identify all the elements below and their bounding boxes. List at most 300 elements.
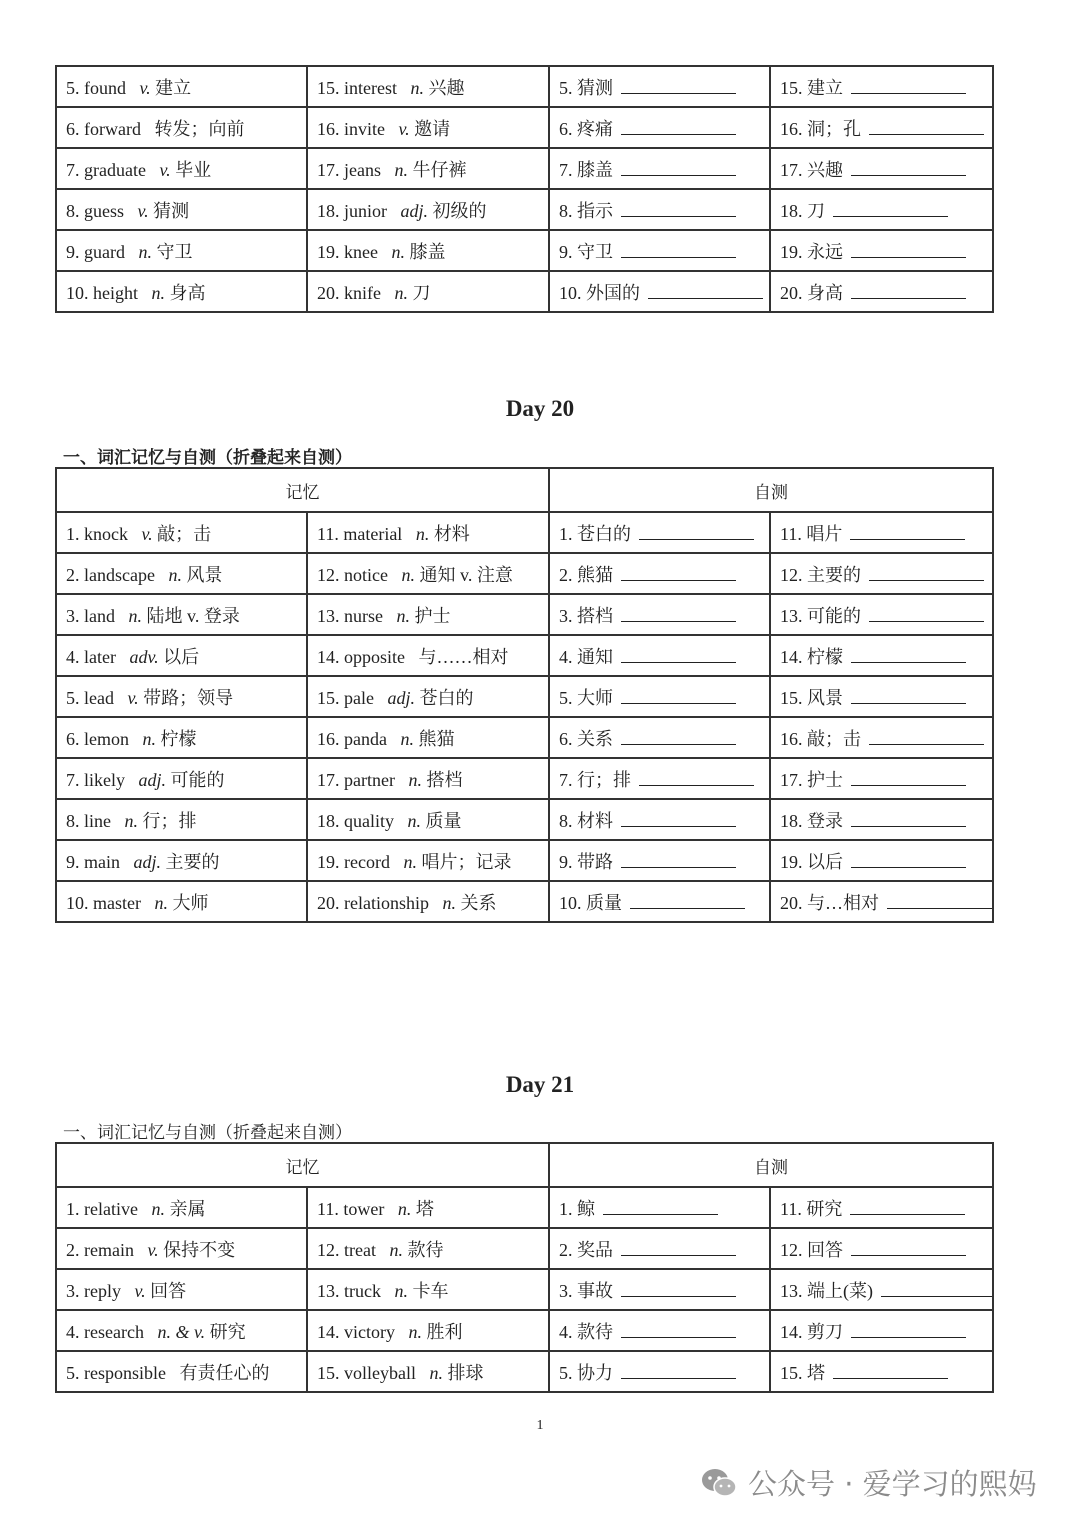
item-number: 16.: [780, 728, 803, 749]
item-number: 2.: [66, 1239, 80, 1260]
answer-blank: [621, 1280, 736, 1297]
english-word: graduate: [84, 159, 146, 180]
english-word: nurse: [344, 605, 383, 626]
self-test-cell: [549, 66, 770, 107]
answer-blank: [630, 892, 745, 909]
english-word: panda: [344, 728, 387, 749]
chinese-meaning: 守卫: [156, 241, 193, 262]
self-test-cell: [549, 189, 770, 230]
item-number: 1.: [66, 1198, 80, 1219]
day20-vocab-rows: [56, 512, 993, 922]
answer-blank: [851, 1239, 966, 1256]
memory-cell: [307, 594, 549, 635]
self-test-cell: [770, 553, 993, 594]
self-test-cell: [770, 1269, 993, 1310]
day20-section-title: 一、词汇记忆与自测（折叠起来自测）: [63, 448, 352, 468]
english-word: lead: [84, 687, 114, 708]
part-of-speech: n.: [151, 282, 165, 303]
day20-title: Day 20: [505, 396, 575, 421]
item-number: 20.: [317, 892, 340, 913]
item-number: 11.: [780, 523, 802, 544]
table-row: [56, 594, 993, 635]
table-row: [56, 512, 993, 553]
chinese-prompt: 护士: [807, 769, 843, 790]
item-number: 13.: [780, 605, 803, 626]
table-row: [56, 799, 993, 840]
item-number: 14.: [317, 1321, 340, 1342]
day21-section-title: 一、词汇记忆与自测（折叠起来自测）: [63, 1123, 352, 1143]
english-word: knee: [344, 241, 378, 262]
self-test-cell: [770, 1310, 993, 1351]
item-number: 18.: [780, 200, 803, 221]
memory-header: 记忆: [56, 1143, 549, 1187]
chinese-prompt: 登录: [807, 810, 843, 831]
self-test-cell: [770, 271, 993, 312]
english-word: reply: [84, 1280, 121, 1301]
item-number: 20.: [780, 282, 803, 303]
self-test-cell: [549, 717, 770, 758]
part-of-speech: adj.: [133, 851, 162, 872]
item-number: 3.: [66, 1280, 80, 1301]
answer-blank: [881, 1280, 993, 1297]
item-number: 5.: [559, 687, 573, 708]
item-number: 9.: [66, 851, 80, 872]
memory-header: 记忆: [56, 468, 549, 512]
answer-blank: [851, 769, 966, 786]
part-of-speech: n.: [415, 523, 430, 544]
item-number: 16.: [317, 728, 340, 749]
english-word: research: [84, 1321, 144, 1342]
part-of-speech: n.: [397, 1198, 412, 1219]
item-number: 15.: [317, 1362, 340, 1383]
answer-blank: [621, 1239, 736, 1256]
chinese-meaning: 行；排: [142, 810, 197, 831]
item-number: 14.: [780, 646, 803, 667]
self-test-cell: [549, 881, 770, 922]
memory-cell: [307, 635, 549, 676]
memory-cell: [56, 1351, 307, 1392]
answer-blank: [851, 851, 966, 868]
answer-blank: [621, 77, 736, 94]
item-number: 8.: [559, 810, 573, 831]
item-number: 6.: [559, 728, 573, 749]
chinese-meaning: 转发；向前: [154, 118, 245, 139]
part-of-speech: n. & v.: [157, 1321, 206, 1342]
item-number: 3.: [66, 605, 80, 626]
answer-blank: [851, 1321, 966, 1338]
item-number: 15.: [780, 77, 803, 98]
chinese-prompt: 永远: [807, 241, 843, 262]
part-of-speech: n.: [403, 851, 417, 872]
item-number: 8.: [66, 200, 80, 221]
item-number: 15.: [317, 687, 340, 708]
chinese-prompt: 主要的: [807, 564, 861, 585]
chinese-meaning: 款待: [407, 1239, 444, 1260]
self-test-cell: [770, 189, 993, 230]
part-of-speech: adj.: [400, 200, 429, 221]
table-row: [56, 1228, 993, 1269]
chinese-meaning: 牛仔裤: [412, 159, 467, 180]
english-word: master: [93, 892, 141, 913]
answer-blank: [869, 564, 984, 581]
chinese-meaning: 回答: [150, 1280, 187, 1301]
chinese-meaning: 苍白的: [419, 687, 474, 708]
page-number: 1: [536, 1418, 544, 1433]
item-number: 9.: [66, 241, 80, 262]
self-test-cell: [770, 799, 993, 840]
self-test-cell: [770, 1187, 993, 1228]
english-word: relative: [84, 1198, 138, 1219]
item-number: 5.: [559, 77, 573, 98]
part-of-speech: n.: [429, 1362, 443, 1383]
memory-cell: [56, 107, 307, 148]
memory-cell: [307, 1351, 549, 1392]
self-test-cell: [549, 840, 770, 881]
item-number: 18.: [317, 810, 340, 831]
part-of-speech: n.: [442, 892, 456, 913]
english-word: opposite: [344, 646, 405, 667]
answer-blank: [621, 200, 736, 217]
answer-blank: [851, 646, 966, 663]
part-of-speech: n.: [394, 159, 408, 180]
chinese-prompt: 与…相对: [807, 892, 879, 913]
table-row: [56, 1187, 993, 1228]
chinese-meaning: 胜利: [426, 1321, 463, 1342]
memory-cell: [307, 1187, 549, 1228]
memory-cell: [56, 717, 307, 758]
english-word: knife: [344, 282, 381, 303]
item-number: 7.: [559, 769, 573, 790]
memory-cell: [56, 1228, 307, 1269]
english-word: guess: [84, 200, 124, 221]
item-number: 11.: [317, 523, 339, 544]
day21-header-row: [56, 1143, 993, 1187]
chinese-meaning: 兴趣: [428, 77, 465, 98]
part-of-speech: adj.: [138, 769, 167, 790]
part-of-speech: n.: [154, 892, 168, 913]
answer-blank: [648, 282, 763, 299]
answer-blank: [621, 1321, 736, 1338]
item-number: 19.: [780, 851, 803, 872]
day20-header-row: [56, 468, 993, 512]
chinese-prompt: 身高: [807, 282, 843, 303]
memory-cell: [56, 553, 307, 594]
item-number: 4.: [66, 646, 80, 667]
part-of-speech: n.: [124, 810, 138, 831]
part-of-speech: n.: [168, 564, 182, 585]
self-test-cell: [770, 717, 993, 758]
english-word: land: [84, 605, 115, 626]
top-vocab-rows: [56, 66, 993, 312]
item-number: 1.: [66, 523, 80, 544]
item-number: 17.: [317, 159, 340, 180]
answer-blank: [621, 851, 736, 868]
self-test-cell: [770, 1228, 993, 1269]
chinese-prompt: 回答: [807, 1239, 843, 1260]
chinese-prompt: 唱片: [806, 523, 843, 544]
self-test-cell: [549, 107, 770, 148]
memory-cell: [56, 512, 307, 553]
chinese-meaning: 以后: [163, 646, 200, 667]
memory-cell: [307, 676, 549, 717]
self-test-cell: [770, 148, 993, 189]
chinese-prompt: 苍白的: [577, 523, 631, 544]
memory-cell: [307, 512, 549, 553]
item-number: 15.: [780, 687, 803, 708]
chinese-prompt: 指示: [577, 200, 613, 221]
self-test-cell: [770, 635, 993, 676]
self-test-cell: [770, 107, 993, 148]
part-of-speech: n.: [151, 1198, 165, 1219]
self-test-cell: [549, 635, 770, 676]
answer-blank: [851, 159, 966, 176]
chinese-meaning: 材料: [433, 523, 470, 544]
item-number: 2.: [66, 564, 80, 585]
watermark-text: 公众号 · 爱学习的熙妈: [748, 1467, 1037, 1501]
part-of-speech: n.: [410, 77, 424, 98]
item-number: 3.: [559, 1280, 573, 1301]
english-word: tower: [343, 1198, 385, 1219]
chinese-meaning: 搭档: [426, 769, 463, 790]
memory-cell: [307, 107, 549, 148]
item-number: 10.: [559, 282, 582, 303]
item-number: 12.: [780, 564, 803, 585]
item-number: 7.: [66, 159, 80, 180]
memory-cell: [307, 799, 549, 840]
part-of-speech: v.: [159, 159, 171, 180]
part-of-speech: n.: [400, 728, 414, 749]
self-test-cell: [770, 1351, 993, 1392]
top-vocab-table: [55, 65, 994, 313]
chinese-meaning: 敲；击: [157, 523, 212, 544]
answer-blank: [621, 1362, 736, 1379]
chinese-prompt: 带路: [577, 851, 613, 872]
self-test-cell: [549, 1187, 770, 1228]
item-number: 15.: [780, 1362, 803, 1383]
chinese-prompt: 鲸: [577, 1198, 595, 1219]
part-of-speech: v.: [137, 200, 149, 221]
item-number: 20.: [780, 892, 803, 913]
english-word: found: [84, 77, 126, 98]
part-of-speech: n.: [407, 810, 421, 831]
memory-cell: [56, 148, 307, 189]
answer-blank: [639, 523, 754, 540]
chinese-prompt: 大师: [577, 687, 613, 708]
part-of-speech: adv.: [129, 646, 159, 667]
english-word: victory: [344, 1321, 395, 1342]
chinese-meaning: 风景: [186, 564, 223, 585]
memory-cell: [56, 271, 307, 312]
table-row: [56, 66, 993, 107]
chinese-meaning: 主要的: [165, 851, 220, 872]
memory-cell: [56, 676, 307, 717]
answer-blank: [621, 687, 736, 704]
chinese-prompt: 材料: [577, 810, 613, 831]
item-number: 2.: [559, 1239, 573, 1260]
item-number: 8.: [559, 200, 573, 221]
item-number: 7.: [66, 769, 80, 790]
self-test-cell: [770, 66, 993, 107]
chinese-meaning: 初级的: [432, 200, 487, 221]
chinese-meaning: 护士: [414, 605, 451, 626]
chinese-meaning: 身高: [169, 282, 206, 303]
chinese-meaning: 猜测: [153, 200, 190, 221]
part-of-speech: n.: [142, 728, 156, 749]
english-word: main: [84, 851, 120, 872]
answer-blank: [621, 159, 736, 176]
item-number: 16.: [780, 118, 803, 139]
english-word: notice: [344, 564, 388, 585]
chinese-meaning: 邀请: [414, 118, 451, 139]
part-of-speech: n.: [138, 241, 152, 262]
chinese-prompt: 守卫: [577, 241, 613, 262]
self-test-cell: [549, 799, 770, 840]
answer-blank: [621, 728, 736, 745]
chinese-meaning: 亲属: [169, 1198, 206, 1219]
self-test-cell: [770, 594, 993, 635]
chinese-prompt: 塔: [807, 1362, 825, 1383]
part-of-speech: v.: [147, 1239, 159, 1260]
answer-blank: [621, 241, 736, 258]
memory-cell: [56, 1310, 307, 1351]
chinese-meaning: 刀: [412, 282, 431, 303]
chinese-meaning: 毕业: [175, 159, 212, 180]
part-of-speech: n.: [128, 605, 142, 626]
english-word: remain: [84, 1239, 134, 1260]
memory-cell: [307, 758, 549, 799]
memory-cell: [307, 66, 549, 107]
self-test-cell: [770, 512, 993, 553]
chinese-meaning: 大师: [172, 892, 209, 913]
chinese-prompt: 关系: [577, 728, 613, 749]
memory-cell: [307, 230, 549, 271]
chinese-meaning: 保持不变: [163, 1239, 236, 1260]
memory-cell: [307, 881, 549, 922]
item-number: 9.: [559, 241, 573, 262]
item-number: 5.: [66, 1362, 80, 1383]
chinese-prompt: 协力: [577, 1362, 613, 1383]
memory-cell: [307, 1310, 549, 1351]
chinese-meaning: 卡车: [412, 1280, 449, 1301]
chinese-meaning: 塔: [415, 1198, 434, 1219]
memory-cell: [56, 635, 307, 676]
answer-blank: [851, 241, 966, 258]
memory-cell: [56, 189, 307, 230]
part-of-speech: v.: [134, 1280, 146, 1301]
item-number: 10.: [559, 892, 582, 913]
item-number: 11.: [317, 1198, 339, 1219]
item-number: 15.: [317, 77, 340, 98]
part-of-speech: adj.: [387, 687, 415, 708]
english-word: jeans: [344, 159, 381, 180]
chinese-meaning: 熊猫: [418, 728, 455, 749]
memory-cell: [307, 717, 549, 758]
chinese-prompt: 研究: [806, 1198, 843, 1219]
item-number: 8.: [66, 810, 80, 831]
chinese-meaning: 建立: [155, 77, 192, 98]
item-number: 16.: [317, 118, 340, 139]
item-number: 4.: [559, 1321, 573, 1342]
chinese-prompt: 疼痛: [577, 118, 613, 139]
item-number: 3.: [559, 605, 573, 626]
self-test-cell: [549, 271, 770, 312]
chinese-prompt: 款待: [577, 1321, 613, 1342]
item-number: 18.: [780, 810, 803, 831]
answer-blank: [621, 564, 736, 581]
self-test-cell: [549, 1269, 770, 1310]
memory-cell: [307, 1269, 549, 1310]
day21-vocab-table: [55, 1142, 994, 1393]
item-number: 11.: [780, 1198, 802, 1219]
answer-blank: [869, 728, 984, 745]
answer-blank: [621, 605, 736, 622]
chinese-meaning: 研究: [209, 1321, 246, 1342]
answer-blank: [621, 646, 736, 663]
item-number: 7.: [559, 159, 573, 180]
memory-cell: [56, 1269, 307, 1310]
table-row: [56, 717, 993, 758]
chinese-prompt: 敲；击: [807, 728, 861, 749]
self-test-cell: [549, 230, 770, 271]
memory-cell: [56, 230, 307, 271]
self-test-cell: [770, 676, 993, 717]
item-number: 19.: [780, 241, 803, 262]
table-row: [56, 758, 993, 799]
self-test-cell: [549, 1351, 770, 1392]
chinese-prompt: 行；排: [577, 769, 631, 790]
answer-blank: [851, 687, 966, 704]
self-test-header: 自测: [549, 468, 993, 512]
chinese-prompt: 柠檬: [807, 646, 843, 667]
english-word: volleyball: [344, 1362, 416, 1383]
item-number: 13.: [780, 1280, 803, 1301]
part-of-speech: v.: [141, 523, 153, 544]
table-row: [56, 1310, 993, 1351]
part-of-speech: n.: [396, 605, 410, 626]
item-number: 10.: [66, 892, 89, 913]
answer-blank: [851, 77, 966, 94]
memory-cell: [56, 758, 307, 799]
answer-blank: [850, 523, 965, 540]
item-number: 5.: [559, 1362, 573, 1383]
answer-blank: [639, 769, 754, 786]
chinese-prompt: 可能的: [807, 605, 861, 626]
part-of-speech: n.: [391, 241, 405, 262]
table-row: [56, 553, 993, 594]
part-of-speech: v.: [127, 687, 139, 708]
item-number: 14.: [317, 646, 340, 667]
english-word: truck: [344, 1280, 381, 1301]
self-test-header: 自测: [549, 1143, 993, 1187]
wechat-icon: [700, 1467, 738, 1499]
english-word: forward: [84, 118, 141, 139]
self-test-cell: [770, 840, 993, 881]
chinese-meaning: 与……相对: [418, 646, 509, 667]
chinese-meaning: 排球: [447, 1362, 484, 1383]
english-word: likely: [84, 769, 125, 790]
english-word: treat: [344, 1239, 376, 1260]
memory-cell: [56, 840, 307, 881]
english-word: pale: [344, 687, 374, 708]
chinese-meaning: 质量: [425, 810, 462, 831]
self-test-cell: [549, 594, 770, 635]
english-word: record: [344, 851, 390, 872]
table-row: [56, 881, 993, 922]
english-word: lemon: [84, 728, 129, 749]
chinese-prompt: 端上(菜): [807, 1280, 873, 1301]
english-word: responsible: [84, 1362, 166, 1383]
item-number: 4.: [66, 1321, 80, 1342]
